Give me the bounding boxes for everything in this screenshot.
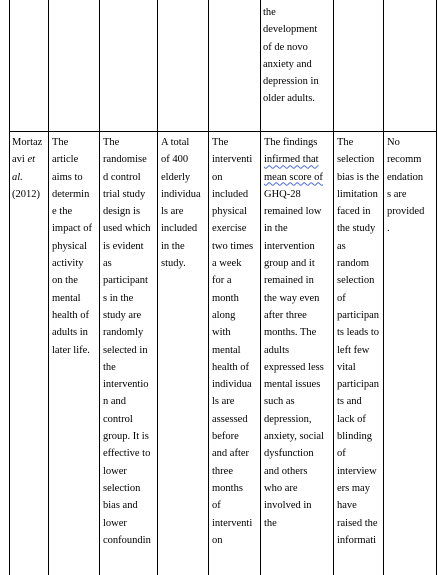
- text-line: along: [212, 309, 236, 321]
- text-line: a week: [212, 258, 242, 270]
- text-line: ls are: [161, 206, 184, 218]
- text-line: of 400: [161, 154, 189, 166]
- text-line: mental issues: [264, 379, 321, 391]
- text-line: left few: [337, 344, 370, 356]
- text-line: article: [52, 154, 79, 166]
- text-line: depression,: [264, 413, 312, 425]
- text-line: used which: [103, 223, 151, 235]
- column-border: [260, 0, 261, 575]
- text-line: randomise: [103, 154, 147, 166]
- text-line: and others: [264, 465, 308, 477]
- text-line: remained in: [264, 275, 314, 287]
- text-line: mean score of: [264, 171, 323, 183]
- text-line: s in the: [103, 292, 134, 304]
- text-line: e the: [52, 206, 73, 218]
- text-line: three: [212, 465, 233, 477]
- text-line: interventi: [212, 517, 253, 529]
- text-line: activity: [52, 258, 84, 270]
- text-line: intervention: [264, 240, 315, 252]
- column-border: [333, 0, 334, 575]
- text-line: development: [263, 24, 318, 36]
- text-line: dysfunction: [264, 448, 314, 460]
- text-line: impact of: [52, 223, 92, 235]
- text-line: avi: [12, 154, 28, 166]
- row-divider: [9, 131, 437, 132]
- text-line: group. It is: [103, 431, 149, 443]
- recommendation-cell: [387, 134, 433, 238]
- text-line: ts and: [337, 396, 362, 408]
- text-line: health of: [52, 309, 90, 321]
- text-line: of: [337, 292, 346, 304]
- text-line: lower: [103, 517, 127, 529]
- text-line: adults in: [52, 327, 88, 339]
- text-line: d control: [103, 171, 141, 183]
- text-line: mental: [52, 292, 81, 304]
- text-line: interventi: [212, 154, 253, 166]
- text-line: et: [27, 154, 36, 166]
- text-line: expressed less: [264, 361, 324, 373]
- text-line: bias and: [103, 500, 138, 512]
- text-line: effective to: [103, 448, 151, 460]
- text-line: as: [103, 258, 112, 270]
- column-border: [99, 0, 100, 575]
- text-line: adults: [264, 344, 290, 356]
- text-line: on: [212, 171, 223, 183]
- text-line: participan: [337, 379, 379, 391]
- text-line: have: [337, 500, 357, 512]
- text-line: months. The: [264, 327, 317, 339]
- text-line: the study: [337, 223, 376, 235]
- text-line: informati: [337, 534, 377, 546]
- text-line: participant: [103, 275, 148, 287]
- text-line: the: [103, 361, 116, 373]
- text-line: the: [264, 517, 277, 529]
- text-line: after three: [264, 309, 307, 321]
- text-line: study.: [161, 258, 186, 270]
- column-border: [208, 0, 209, 575]
- findings-cell: [264, 134, 330, 532]
- text-line: with: [212, 327, 231, 339]
- findings-cell-previous-row: the development of de novo anxiety and depression in older adults.: [263, 4, 329, 108]
- text-line: control: [103, 413, 133, 425]
- text-line: participan: [337, 309, 379, 321]
- text-line: selected in: [103, 344, 148, 356]
- text-line: in the: [161, 240, 185, 252]
- text-line: as: [337, 240, 346, 252]
- text-line: health of: [212, 361, 250, 373]
- column-border: [157, 0, 158, 575]
- text-line: ers may: [337, 482, 370, 494]
- text-line: al.: [12, 171, 23, 183]
- text-line: mental: [212, 344, 241, 356]
- text-line: on the: [52, 275, 78, 287]
- text-line: is evident: [103, 240, 144, 252]
- text-line: blinding: [337, 431, 373, 443]
- text-line: interventio: [103, 379, 149, 391]
- text-line: The findings: [264, 137, 318, 148]
- text-line: assessed: [212, 413, 248, 425]
- text-line: No: [387, 137, 400, 148]
- aim-cell: [52, 134, 96, 359]
- method-cell: [103, 134, 154, 549]
- text-line: individua: [161, 188, 201, 200]
- text-line: of: [212, 500, 221, 512]
- column-border: [48, 0, 49, 575]
- text-line: bias is the: [337, 171, 379, 183]
- text-line: (2012): [12, 188, 40, 200]
- text-line: ls are: [212, 396, 235, 408]
- text-line: physical: [52, 240, 87, 252]
- text-line: involved in: [264, 500, 312, 512]
- text-line: confoundin: [103, 534, 151, 546]
- text-line: lack of: [337, 413, 366, 425]
- text-line: .: [387, 223, 390, 235]
- text-line: selection: [337, 154, 375, 166]
- text-line: month: [212, 292, 239, 304]
- text-line: depression in: [263, 76, 319, 88]
- text-line: remained low: [264, 206, 322, 218]
- text-line: for a: [212, 275, 232, 287]
- text-line: The: [52, 137, 69, 148]
- text-line: recomm: [387, 154, 422, 166]
- text-line: The: [212, 137, 229, 148]
- text-line: trial study: [103, 188, 146, 200]
- text-line: limitation: [337, 188, 378, 200]
- text-line: months: [212, 482, 243, 494]
- text-line: ts leads to: [337, 327, 379, 339]
- text-line: who are: [264, 482, 298, 494]
- text-line: the way even: [264, 292, 320, 304]
- text-line: interview: [337, 465, 377, 477]
- text-line: GHQ-28: [264, 188, 301, 200]
- text-line: the: [263, 7, 276, 18]
- text-line: Mortaz: [12, 137, 43, 148]
- column-border: [436, 0, 437, 575]
- text-line: included: [212, 188, 249, 200]
- author-cell: [12, 134, 46, 203]
- text-line: The: [103, 137, 120, 148]
- text-line: selection: [103, 482, 141, 494]
- sample-cell: [161, 134, 205, 272]
- text-line: study are: [103, 309, 142, 321]
- text-line: infirmed that: [264, 154, 319, 166]
- text-line: physical: [212, 206, 247, 218]
- text-line: anxiety, social: [264, 431, 324, 443]
- text-line: determin: [52, 188, 90, 200]
- text-line: on: [212, 534, 223, 546]
- intervention-cell: [212, 134, 257, 549]
- text-line: randomly: [103, 327, 144, 339]
- text-line: raised the: [337, 517, 378, 529]
- text-line: A total: [161, 137, 190, 148]
- text-line: older adults.: [263, 93, 315, 105]
- text-line: faced in: [337, 206, 371, 218]
- text-line: exercise: [212, 223, 247, 235]
- text-line: anxiety and: [263, 58, 312, 70]
- text-line: such as: [264, 396, 295, 408]
- text-line: group and it: [264, 258, 315, 270]
- text-line: included: [161, 223, 198, 235]
- text-line: s are: [387, 188, 407, 200]
- text-line: in the: [264, 223, 288, 235]
- text-line: later life.: [52, 344, 90, 356]
- text-line: design is: [103, 206, 141, 218]
- text-line: vital: [337, 361, 356, 373]
- column-border: [383, 0, 384, 575]
- text-line: selection: [337, 275, 375, 287]
- text-line: before: [212, 431, 239, 443]
- text-line: of: [337, 448, 346, 460]
- text-line: The: [337, 137, 354, 148]
- text-line: n and: [103, 396, 127, 408]
- column-border: [9, 0, 10, 575]
- text-line: aims to: [52, 171, 83, 183]
- text-line: individua: [212, 379, 252, 391]
- text-line: lower: [103, 465, 127, 477]
- text-line: endation: [387, 171, 424, 183]
- text-line: provided: [387, 206, 425, 218]
- text-line: and after: [212, 448, 250, 460]
- text-line: elderly: [161, 171, 191, 183]
- limitation-cell: [337, 134, 380, 549]
- text-line: random: [337, 258, 370, 270]
- text-line: two times: [212, 240, 254, 252]
